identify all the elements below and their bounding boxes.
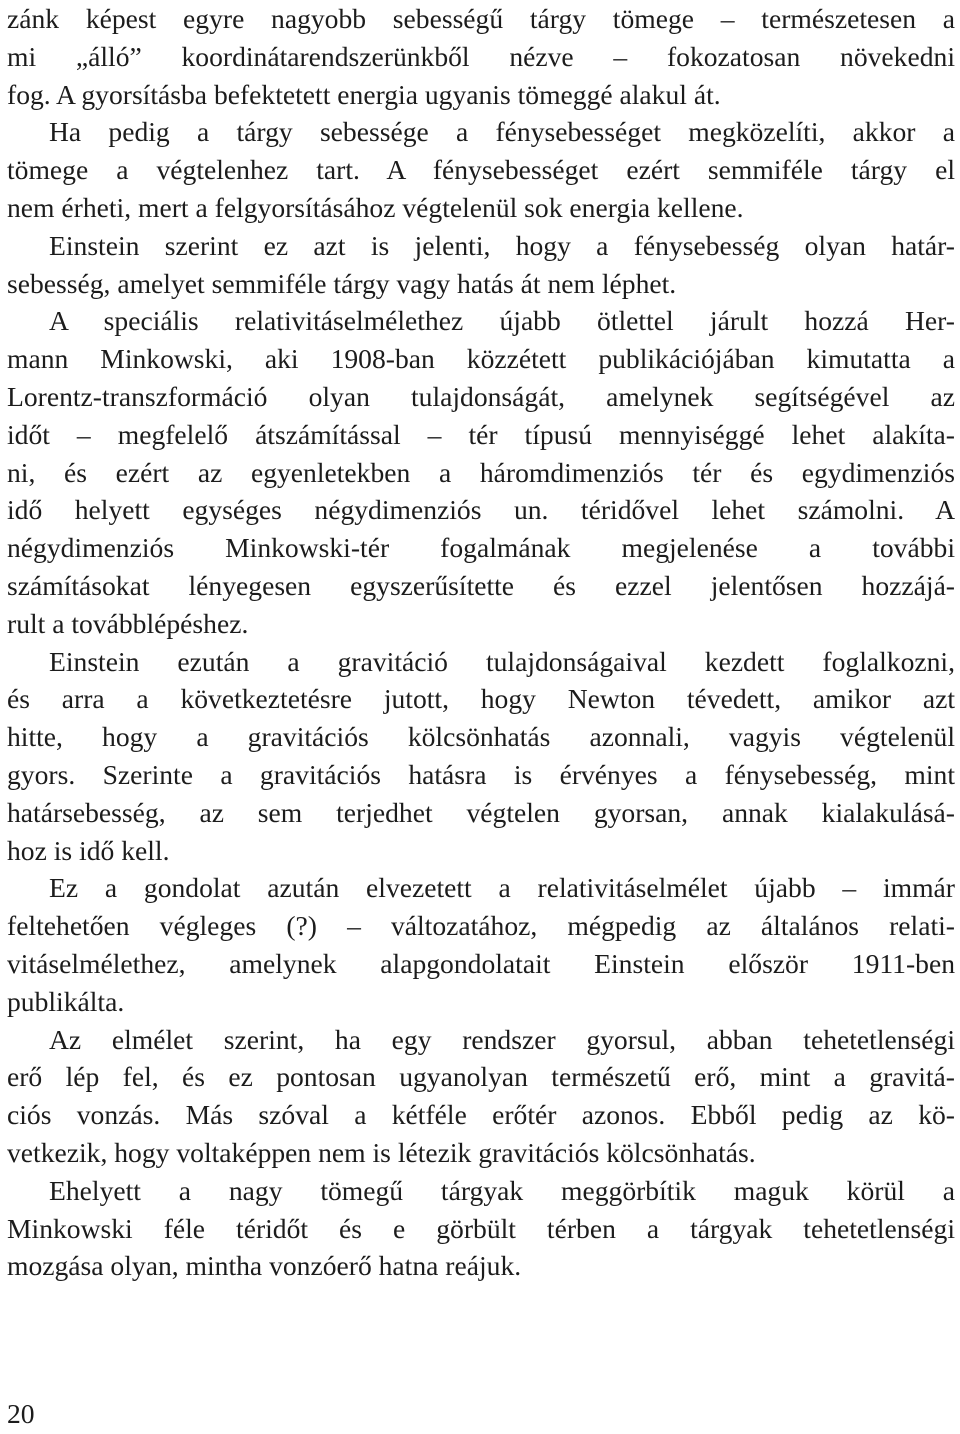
text-line: vitáselmélethez, amelynek alapgondolatait Einstein először 1911-ben [7,947,955,979]
text-line: rult a továbblépéshez. [7,607,249,639]
paragraph [7,0,955,113]
text-line: és arra a következtetésre jutott, hogy Newton tévedett, amikor azt [7,683,955,715]
text-line: mann Minkowski, aki 1908-ban közzétett publikációjában kimutatta a [7,343,955,375]
text-line: négydimenziós Minkowski-tér fogalmának megjelenése a további [7,532,955,564]
text-line: hitte, hogy a gravitációs kölcsönhatás azonnali, vagyis végtelenül [7,721,955,753]
text-line: mozgása olyan, mintha vonzóerő hatna reájuk. [7,1250,522,1282]
text-line: időt – megfelelő átszámítással – tér típusú mennyiséggé lehet alakíta- [7,418,955,450]
text-line: nem érheti, mert a felgyorsításához végtelenül sok energia kellene. [7,191,744,223]
text-line: gyors. Szerinte a gravitációs hatásra is érvényes a fénysebesség, mint [7,758,955,790]
paragraph [7,1172,955,1285]
text-line: tömege a végtelenhez tart. A fénysebességet ezért semmiféle tárgy el [7,154,955,186]
text-line: Einstein ezután a gravitáció tulajdonságaival kezdett foglalkozni, [49,645,955,677]
paragraph [7,869,955,1020]
text-line: feltehetően végleges (?) – változatához, mégpedig az általános relati- [7,910,955,942]
text-line: vetkezik, hogy voltaképpen nem is létezik gravitációs kölcsönhatás. [7,1136,756,1168]
paragraph [7,227,955,303]
text-line: sebesség, amelyet semmiféle tárgy vagy hatás át nem léphet. [7,267,677,299]
text-line: publikálta. [7,985,125,1017]
text-line: Ha pedig a tárgy sebessége a fénysebességet megközelíti, akkor a [49,116,955,148]
text-line: ni, és ezért az egyenletekben a háromdimenziós tér és egydimenziós [7,456,955,488]
text-line: Ehelyett a nagy tömegű tárgyak meggörbítik maguk körül a [49,1174,955,1206]
paragraph [7,113,955,226]
text-line: erő lép fel, és ez pontosan ugyanolyan természetű erő, mint a gravitá- [7,1061,955,1093]
body-text [7,0,955,1285]
text-line: Lorentz-transzformáció olyan tulajdonságát, amelynek segítségével az [7,380,955,412]
paragraph [7,302,955,642]
text-line: számításokat lényegesen egyszerűsítette és ezzel jelentősen hozzájá- [7,569,955,601]
page-number: 20 [7,1398,35,1429]
text-line: A speciális relativitáselmélethez újabb ötlettel járult hozzá Her- [49,305,955,337]
text-line: Einstein szerint ez azt is jelenti, hogy a fénysebesség olyan határ- [49,229,955,261]
paragraph [7,1021,955,1172]
text-line: Minkowski féle téridőt és e görbült térben a tárgyak tehetetlenségi [7,1212,955,1244]
paragraph [7,643,955,870]
text-line: zánk képest egyre nagyobb sebességű tárgy tömege – természetesen a [7,3,955,34]
text-line: határsebesség, az sem terjedhet végtelen gyorsan, annak kialakulásá- [7,796,955,828]
text-line: idő helyett egységes négydimenziós un. téridővel lehet számolni. A [7,494,955,526]
text-line: Ez a gondolat azután elvezetett a relativitáselmélet újabb – immár [49,872,955,904]
text-line: fog. A gyorsításba befektetett energia ugyanis tömeggé alakul át. [7,78,721,110]
text-line: mi „álló” koordinátarendszerünkből nézve – fokozatosan növekedni [7,40,955,72]
text-line: ciós vonzás. Más szóval a kétféle erőtér azonos. Ebből pedig az kö- [7,1099,955,1131]
text-line: Az elmélet szerint, ha egy rendszer gyorsul, abban tehetetlenségi [49,1023,955,1055]
text-line: hoz is idő kell. [7,834,170,866]
